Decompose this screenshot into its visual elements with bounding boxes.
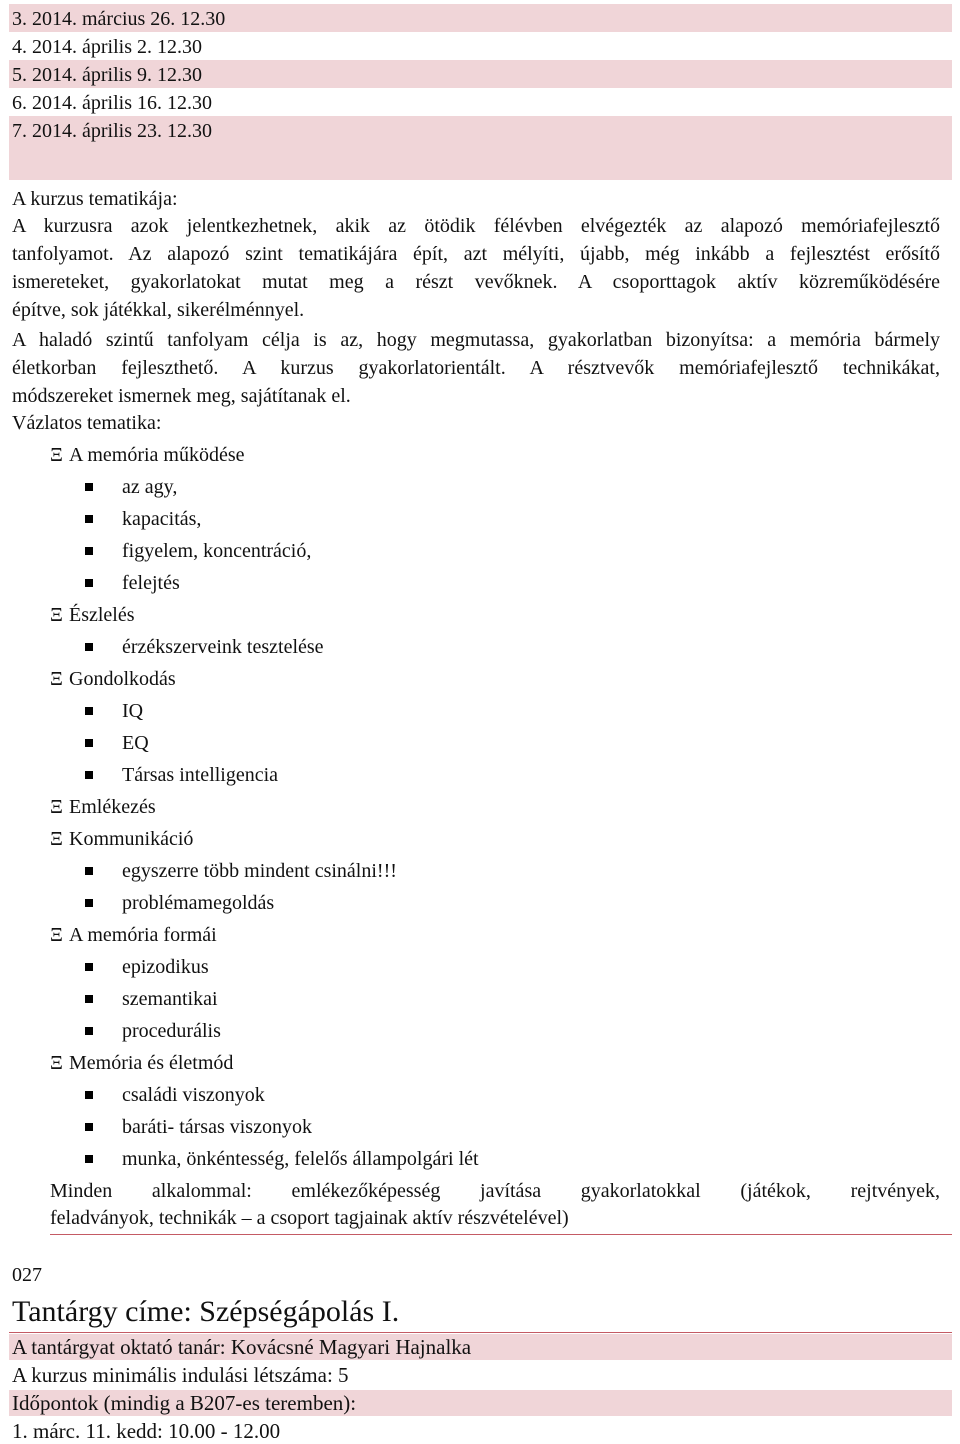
outline-section-title: Ξ A memória működése (50, 444, 245, 466)
square-bullet-icon (85, 739, 93, 747)
paragraph-line: Minden alkalommal: emlékezőképesség javítása gyakorlatokkal (játékok, rejtvények, (50, 1180, 940, 1202)
outline-item: egyszerre több mindent csinálni!!! (122, 860, 397, 882)
schedule-line: 7. 2014. április 23. 12.30 (12, 120, 212, 142)
min-size-line: A kurzus minimális indulási létszáma: 5 (12, 1363, 349, 1387)
description-paragraph (12, 212, 940, 324)
divider (9, 1332, 952, 1333)
outline-item: IQ (122, 700, 144, 722)
paragraph-line: ismereteket, gyakorlatokat mutat meg a részt vevőknek. A csoporttagok aktív közreműködésére (12, 271, 940, 293)
paragraph-line: A haladó szintű tanfolyam célja is az, hogy megmutassa, gyakorlatban bizonyítsa: a memória bármely (12, 329, 940, 351)
outline-section-title: Ξ Gondolkodás (50, 668, 176, 690)
xi-bullet-icon: Ξ (50, 1052, 63, 1074)
xi-bullet-icon: Ξ (50, 668, 63, 690)
teacher-line: A tantárgyat oktató tanár: Kovácsné Magyari Hajnalka (12, 1335, 472, 1359)
course-title: Tantárgy címe: Szépségápolás I. (12, 1295, 400, 1328)
xi-bullet-icon: Ξ (50, 604, 63, 626)
schedule-line: 4. 2014. április 2. 12.30 (12, 36, 202, 58)
outline-item: érzékszerveink tesztelése (122, 636, 324, 658)
paragraph-line: módszereket ismernek meg, sajátítanak el. (12, 385, 351, 407)
square-bullet-icon (85, 643, 93, 651)
outline-item: EQ (122, 732, 149, 754)
square-bullet-icon (85, 899, 93, 907)
outline-item: szemantikai (122, 988, 218, 1010)
xi-bullet-icon: Ξ (50, 828, 63, 850)
course-code: 027 (12, 1264, 42, 1286)
first-session: 1. márc. 11. kedd: 10.00 - 12.00 (12, 1419, 281, 1443)
outline-item: az agy, (122, 476, 178, 498)
outline-item: epizodikus (122, 956, 209, 978)
outline-section-title: Ξ Észlelés (50, 604, 135, 626)
schedule-line: 6. 2014. április 16. 12.30 (12, 92, 212, 114)
paragraph-line: feladványok, technikák – a csoport tagjainak aktív részvételével) (50, 1207, 569, 1229)
outline-item: baráti- társas viszonyok (122, 1116, 312, 1138)
paragraph-line: tanfolyamot. Az alapozó szint tematikájára épít, azt mélyíti, újabb, még inkább a fejlesztést erősítő (12, 243, 940, 265)
square-bullet-icon (85, 995, 93, 1003)
paragraph-line: építve, sok játékkal, sikerélménnyel. (12, 299, 305, 321)
paragraph-line: A kurzusra azok jelentkezhetnek, akik az ötödik félévben elvégezték az alapozó memóriafejlesztő (12, 215, 940, 237)
goal-paragraph (12, 326, 940, 410)
tematika-title: A kurzus tematikája: (12, 188, 178, 210)
square-bullet-icon (85, 483, 93, 491)
square-bullet-icon (85, 1123, 93, 1131)
outline-item: problémamegoldás (122, 892, 275, 914)
outline-item: munka, önkéntesség, felelős állampolgári lét (122, 1148, 479, 1170)
xi-bullet-icon: Ξ (50, 444, 63, 466)
square-bullet-icon (85, 1027, 93, 1035)
outline-item: kapacitás, (122, 508, 202, 530)
square-bullet-icon (85, 867, 93, 875)
square-bullet-icon (85, 771, 93, 779)
square-bullet-icon (85, 579, 93, 587)
outline-section-title: Ξ Memória és életmód (50, 1052, 234, 1074)
divider (50, 1234, 952, 1235)
schedule-line: 3. 2014. március 26. 12.30 (12, 8, 226, 30)
square-bullet-icon (85, 963, 93, 971)
outline-item: családi viszonyok (122, 1084, 265, 1106)
paragraph-line: életkorban fejleszthető. A kurzus gyakorlatorientált. A résztvevők memóriafejlesztő technikákat, (12, 357, 940, 379)
outline-title: Vázlatos tematika: (12, 412, 162, 434)
closing-paragraph (50, 1178, 940, 1232)
square-bullet-icon (85, 547, 93, 555)
outline-item: figyelem, koncentráció, (122, 540, 312, 562)
outline-section-title: Ξ Emlékezés (50, 796, 156, 818)
times-title: Időpontok (mindig a B207-es teremben): (12, 1391, 357, 1415)
outline-section-title: Ξ Kommunikáció (50, 828, 194, 850)
square-bullet-icon (85, 1155, 93, 1163)
square-bullet-icon (85, 515, 93, 523)
square-bullet-icon (85, 707, 93, 715)
square-bullet-icon (85, 1091, 93, 1099)
xi-bullet-icon: Ξ (50, 796, 63, 818)
outline-item: Társas intelligencia (122, 764, 279, 786)
xi-bullet-icon: Ξ (50, 924, 63, 946)
schedule-line: 5. 2014. április 9. 12.30 (12, 64, 202, 86)
outline-item: procedurális (122, 1020, 221, 1042)
outline-section-title: Ξ A memória formái (50, 924, 217, 946)
outline-item: felejtés (122, 572, 180, 594)
